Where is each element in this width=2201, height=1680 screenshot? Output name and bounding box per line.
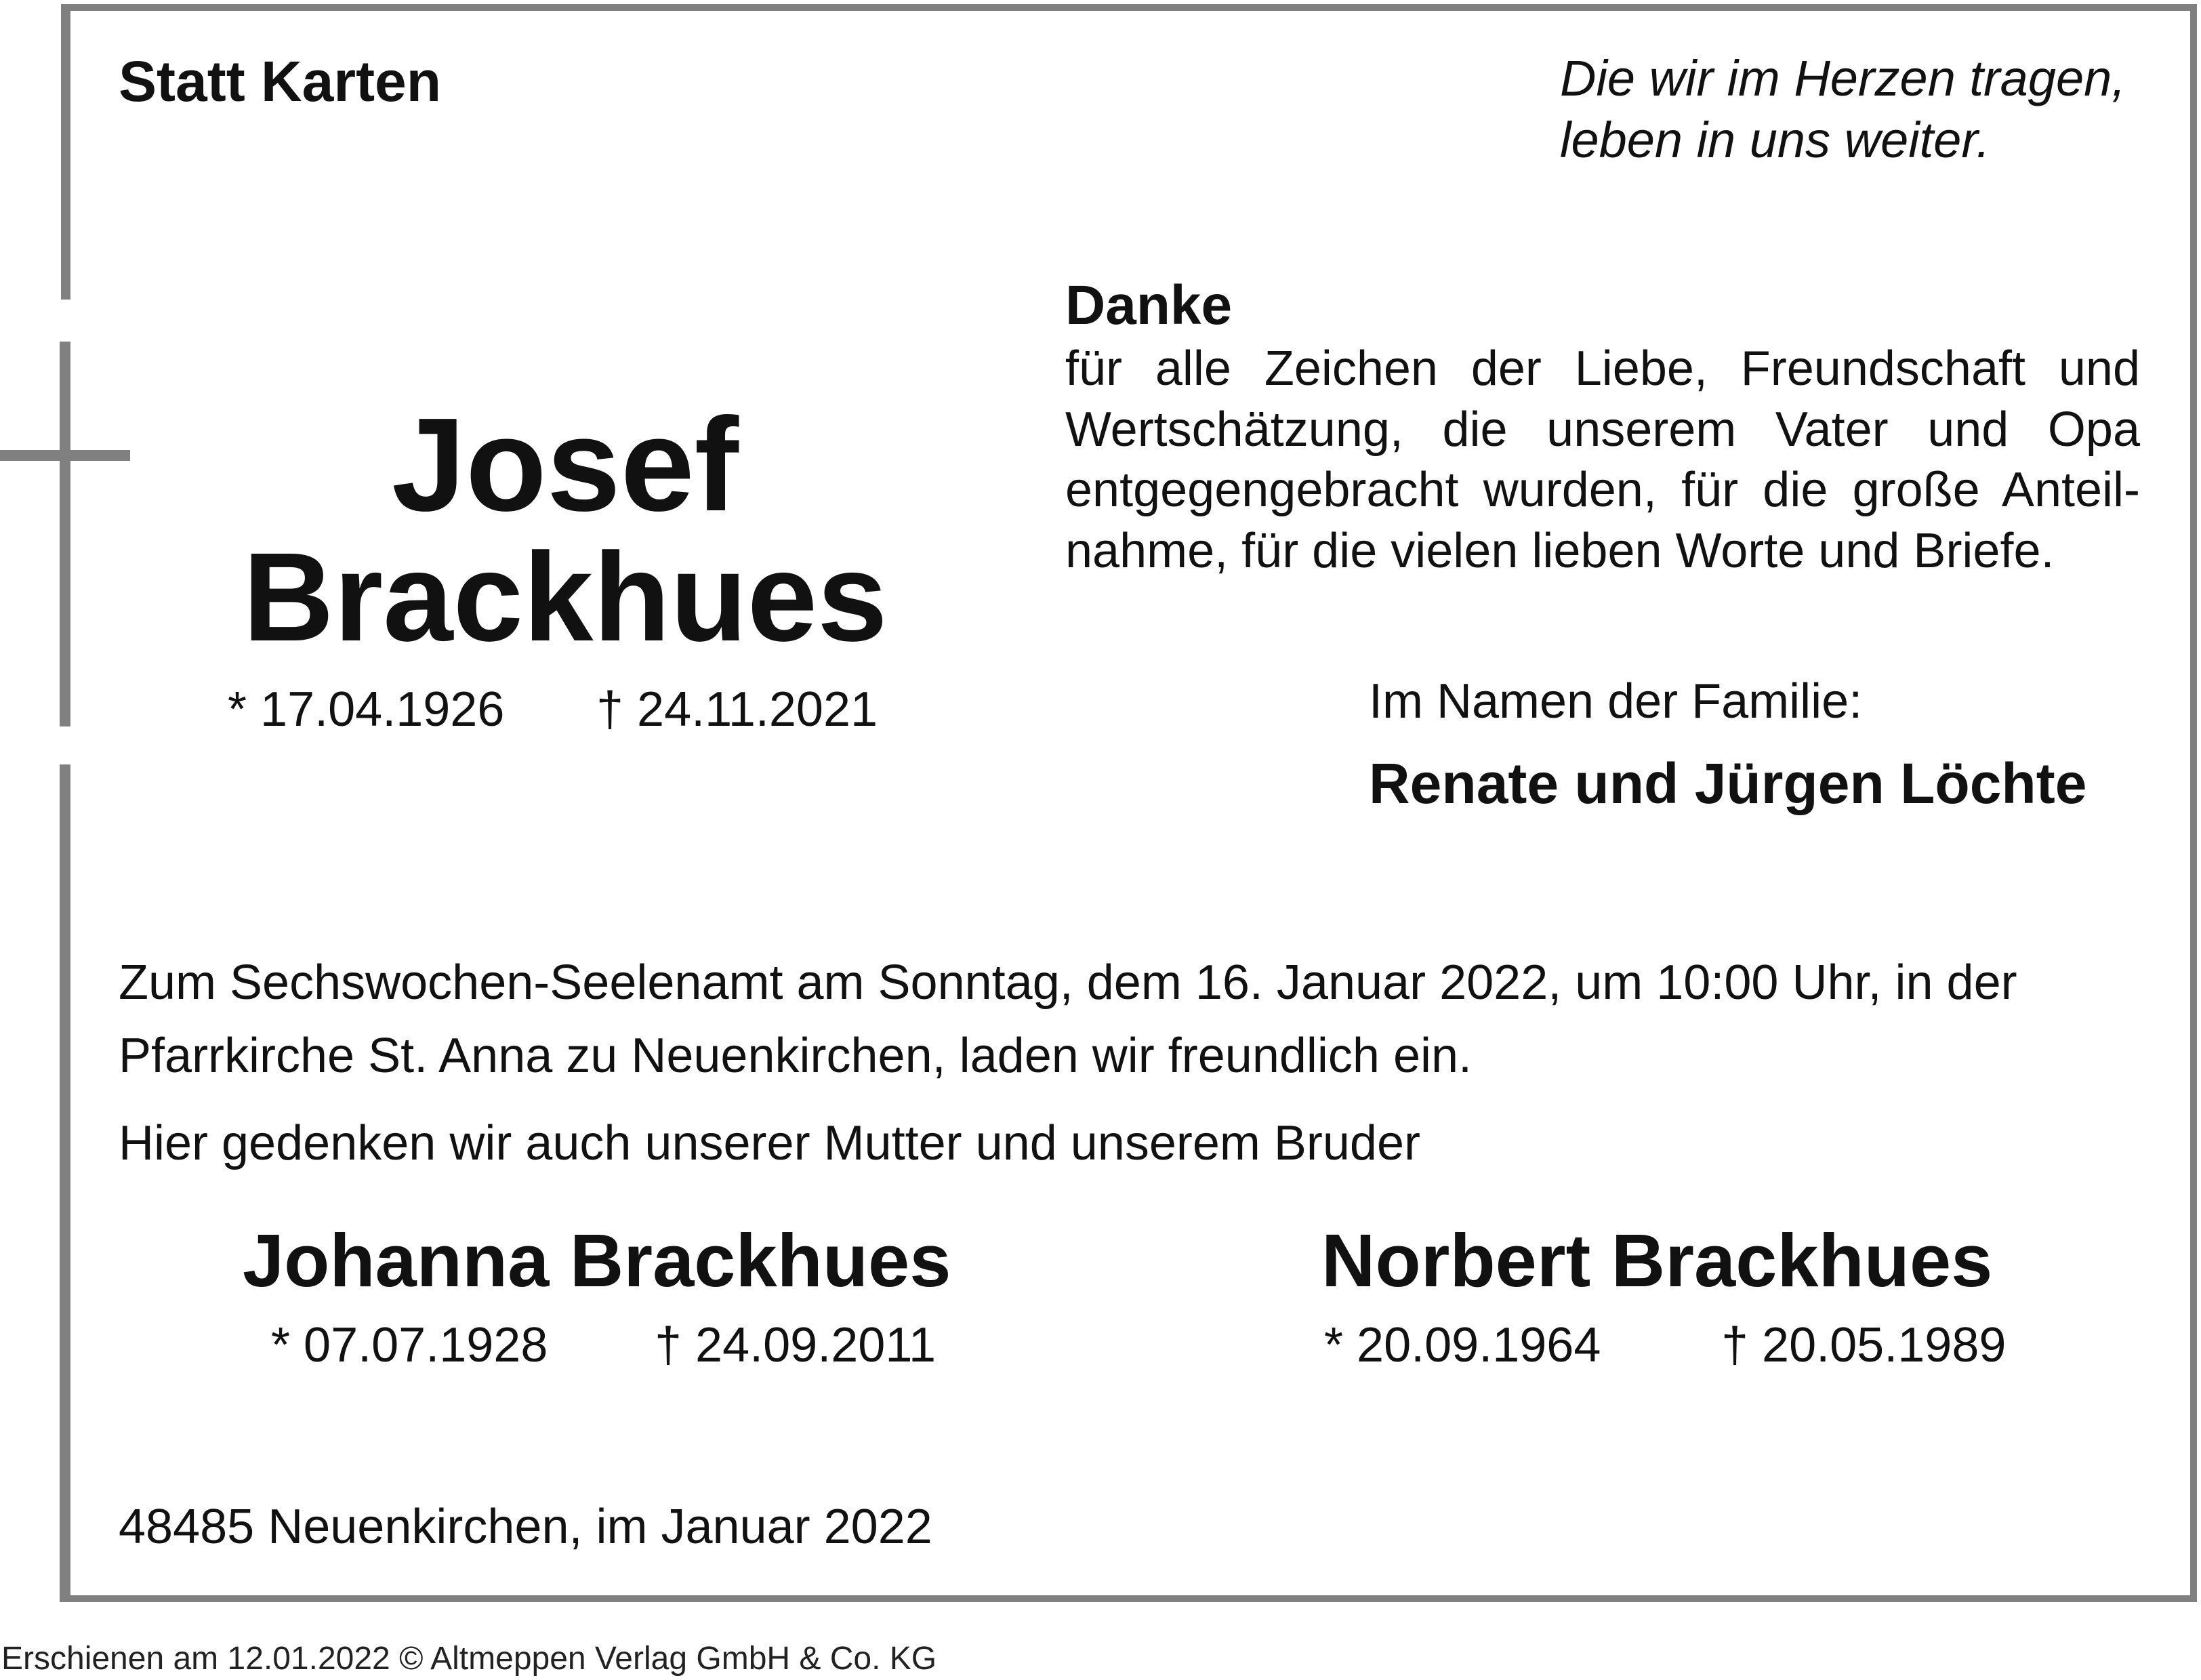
remembered-person-name: Johanna Brackhues: [243, 1219, 951, 1303]
remembered-person-death-date: † 24.09.2011: [655, 1318, 937, 1372]
deceased-birth-date: * 17.04.1926: [228, 682, 505, 737]
remembered-person-birth-date: * 07.07.1928: [271, 1318, 548, 1372]
family-label: Im Namen der Familie:: [1369, 674, 1863, 729]
family-names: Renate und Jürgen Löchte: [1369, 752, 2087, 815]
remembered-person-death-date: † 20.05.1989: [1721, 1318, 2007, 1372]
cross-vertical-bar: [60, 342, 70, 726]
thanks-text: für alle Zeichen der Liebe, Freundschaft und Wertschätzung, die unserem Vater und Opa entgegengebracht wurden, für die große Anteil-nahme, für die vielen lieben Worte und Briefe.: [1065, 342, 2140, 578]
remembered-person-birth-date: * 20.09.1964: [1324, 1318, 1601, 1372]
frame-left-border-top: [61, 4, 70, 300]
deceased-death-date: † 24.11.2021: [596, 682, 878, 737]
remembered-person-name: Norbert Brackhues: [1321, 1219, 1993, 1303]
place-and-date: 48485 Neuenkirchen, im Januar 2022: [119, 1500, 932, 1554]
frame-left-border-bottom: [60, 764, 70, 1602]
cross-horizontal-bar: [0, 450, 130, 461]
statt-karten-label: Statt Karten: [119, 49, 442, 113]
deceased-last-name: Brackhues: [243, 527, 888, 668]
service-invitation: Zum Sechswochen-Seelenamt am Sonntag, dem 16. Januar 2022, um 10:00 Uhr, in der Pfarrkirche St. Anna zu Neuenkirchen, laden wir freundlich ein.: [119, 956, 2017, 1083]
remembrance-intro: Hier gedenken wir auch unserer Mutter und unserem Bruder: [119, 1116, 1420, 1170]
frame-bottom-border: [61, 1595, 2197, 1602]
publication-footer: Erschienen am 12.01.2022 © Altmeppen Verlag GmbH & Co. KG: [1, 1641, 937, 1677]
deceased-first-name: Josef: [391, 390, 739, 539]
frame-top-border: [61, 4, 2197, 11]
frame-right-border: [2190, 4, 2197, 1602]
thanks-title: Danke: [1065, 274, 1233, 336]
memorial-quote: Die wir im Herzen tragen, leben in uns weiter.: [1560, 50, 2126, 168]
